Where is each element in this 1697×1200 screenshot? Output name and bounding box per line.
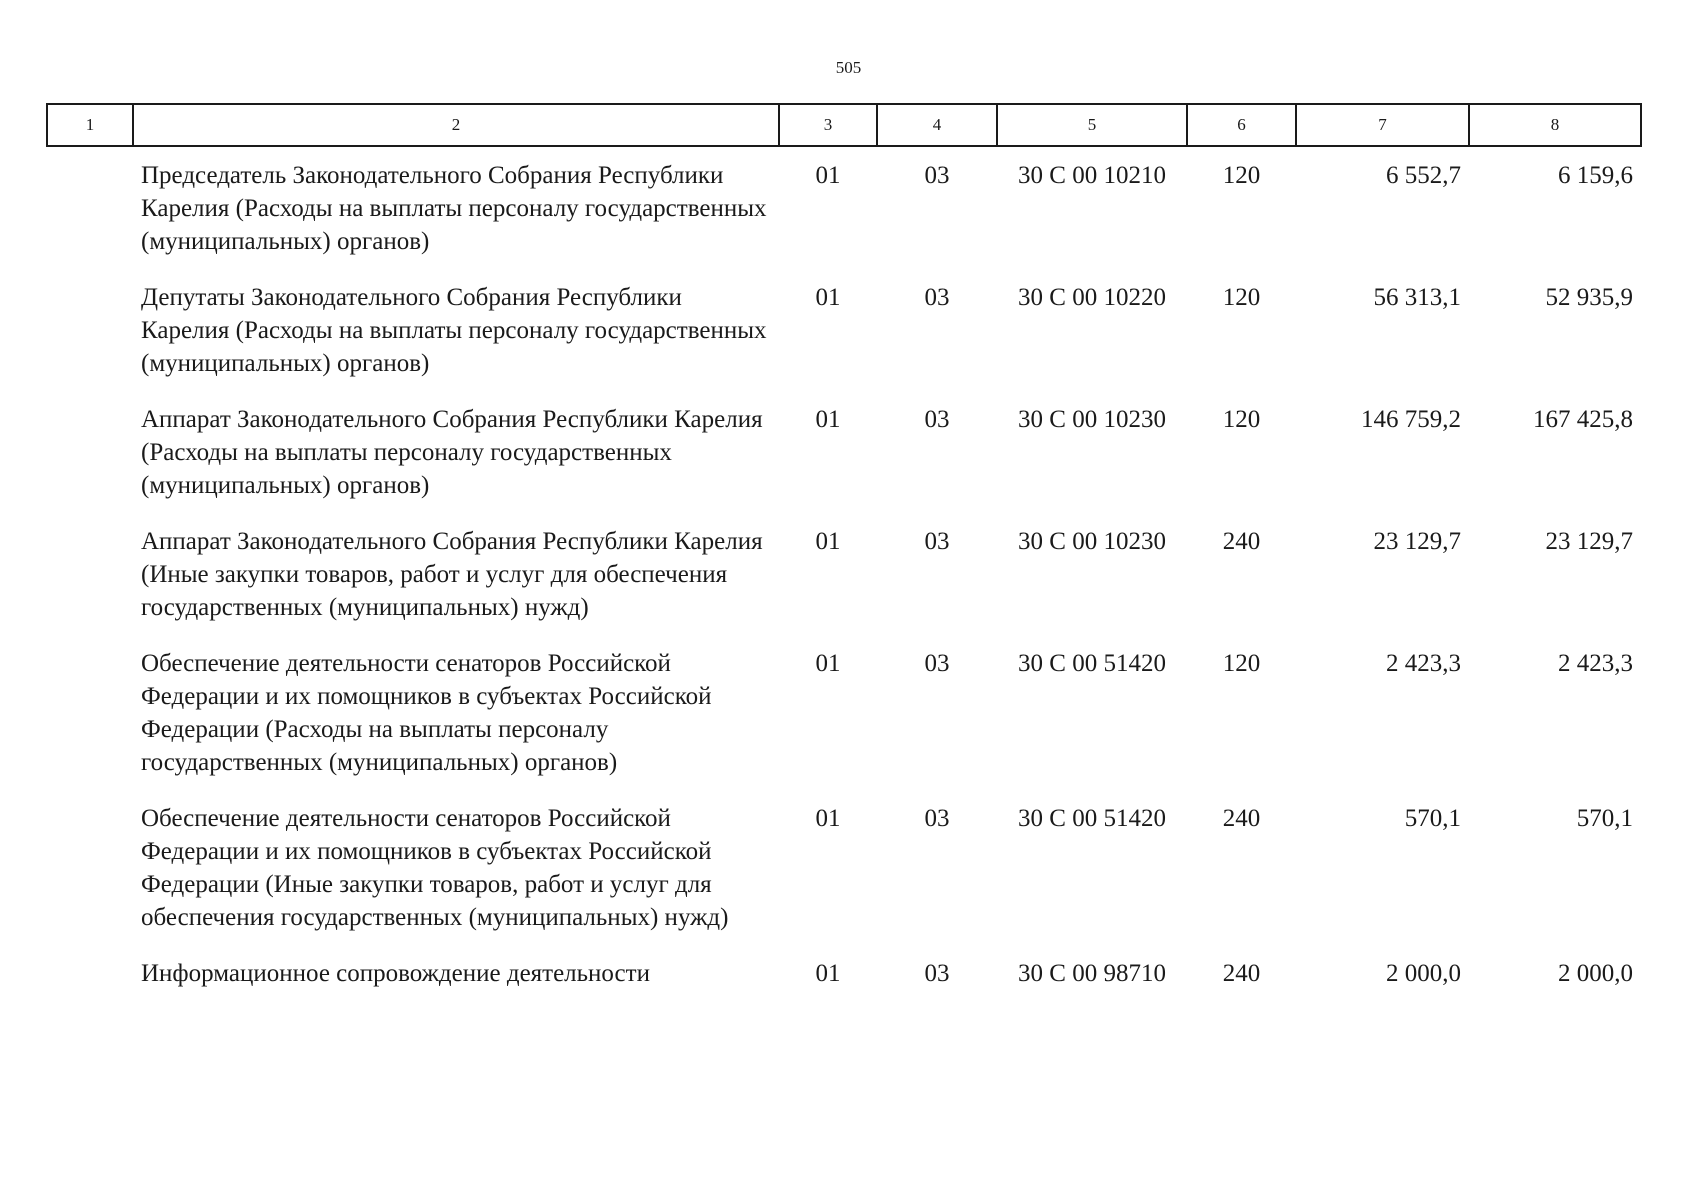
amount-col7-cell: 56 313,1 (1373, 284, 1461, 311)
header-col-8: 8 (1469, 104, 1641, 146)
subsection-code-cell: 03 (924, 162, 950, 189)
section-code-cell: 01 (815, 528, 841, 555)
target-article-cell: 30 С 00 10220 (1018, 284, 1166, 311)
amount-col7-cell: 146 759,2 (1361, 406, 1461, 433)
expense-type-cell: 120 (1222, 284, 1261, 311)
row-index-cell (47, 790, 133, 945)
target-article-cell: 30 С 00 10230 (1018, 528, 1166, 555)
subsection-code-cell: 03 (924, 650, 950, 677)
target-article-cell: 30 С 00 10230 (1018, 406, 1166, 433)
header-col-5: 5 (997, 104, 1187, 146)
section-code-cell: 01 (815, 406, 841, 433)
expense-type-cell: 240 (1222, 805, 1261, 832)
table-row (47, 790, 1641, 945)
amount-col8-cell: 6 159,6 (1558, 162, 1633, 189)
amount-col8-cell: 167 425,8 (1533, 406, 1633, 433)
amount-col7-cell: 2 000,0 (1386, 960, 1461, 987)
subsection-code-cell: 03 (924, 284, 950, 311)
description-cell: Обеспечение деятельности сенаторов Российской Федерации и их помощников в субъектах Российской Федерации (Иные закупки товаров, работ и услуг для обеспечения государственных (муниципальных) нужд) (141, 805, 729, 931)
description-cell: Председатель Законодательного Собрания Республики Карелия (Расходы на выплаты персоналу государственных (муниципальных) органов) (141, 162, 767, 255)
budget-table (46, 103, 1642, 1001)
header-col-6: 6 (1187, 104, 1296, 146)
description-cell: Обеспечение деятельности сенаторов Российской Федерации и их помощников в субъектах Российской Федерации (Расходы на выплаты персоналу государственных (муниципальных) органов) (141, 650, 712, 776)
table-row (47, 945, 1641, 1001)
expense-type-cell: 120 (1222, 162, 1261, 189)
subsection-code-cell: 03 (924, 805, 950, 832)
target-article-cell: 30 С 00 51420 (1018, 805, 1166, 832)
amount-col8-cell: 2 000,0 (1558, 960, 1633, 987)
header-row (47, 104, 1641, 146)
section-code-cell: 01 (815, 162, 841, 189)
table-row (47, 146, 1641, 269)
header-col-1: 1 (47, 104, 133, 146)
section-code-cell: 01 (815, 960, 841, 987)
row-index-cell (47, 146, 133, 269)
subsection-code-cell: 03 (924, 528, 950, 555)
header-col-2: 2 (133, 104, 779, 146)
row-index-cell (47, 269, 133, 391)
table-row (47, 391, 1641, 513)
amount-col8-cell: 2 423,3 (1558, 650, 1633, 677)
expense-type-cell: 120 (1222, 650, 1261, 677)
row-index-cell (47, 391, 133, 513)
section-code-cell: 01 (815, 284, 841, 311)
target-article-cell: 30 С 00 98710 (1018, 960, 1166, 987)
target-article-cell: 30 С 00 51420 (1018, 650, 1166, 677)
expense-type-cell: 240 (1222, 528, 1261, 555)
subsection-code-cell: 03 (924, 406, 950, 433)
amount-col7-cell: 570,1 (1404, 805, 1461, 832)
header-col-4: 4 (877, 104, 997, 146)
amount-col8-cell: 52 935,9 (1545, 284, 1633, 311)
amount-col7-cell: 2 423,3 (1386, 650, 1461, 677)
section-code-cell: 01 (815, 805, 841, 832)
amount-col8-cell: 23 129,7 (1545, 528, 1633, 555)
description-cell: Информационное сопровождение деятельности (141, 960, 650, 987)
header-col-7: 7 (1296, 104, 1469, 146)
amount-col7-cell: 23 129,7 (1373, 528, 1461, 555)
row-index-cell (47, 513, 133, 635)
table-row (47, 635, 1641, 790)
table-row (47, 513, 1641, 635)
description-cell: Аппарат Законодательного Собрания Республики Карелия (Иные закупки товаров, работ и услуг для обеспечения государственных (муниципальных) нужд) (141, 528, 763, 621)
row-index-cell (47, 945, 133, 1001)
amount-col7-cell: 6 552,7 (1386, 162, 1461, 189)
section-code-cell: 01 (815, 650, 841, 677)
row-index-cell (47, 635, 133, 790)
table-row (47, 269, 1641, 391)
expense-type-cell: 120 (1222, 406, 1261, 433)
description-cell: Депутаты Законодательного Собрания Республики Карелия (Расходы на выплаты персоналу государственных (муниципальных) органов) (141, 284, 767, 377)
subsection-code-cell: 03 (924, 960, 950, 987)
expense-type-cell: 240 (1222, 960, 1261, 987)
header-col-3: 3 (779, 104, 877, 146)
target-article-cell: 30 С 00 10210 (1018, 162, 1166, 189)
amount-col8-cell: 570,1 (1576, 805, 1633, 832)
description-cell: Аппарат Законодательного Собрания Республики Карелия (Расходы на выплаты персоналу государственных (муниципальных) органов) (141, 406, 763, 499)
page-number: 505 (835, 58, 862, 77)
